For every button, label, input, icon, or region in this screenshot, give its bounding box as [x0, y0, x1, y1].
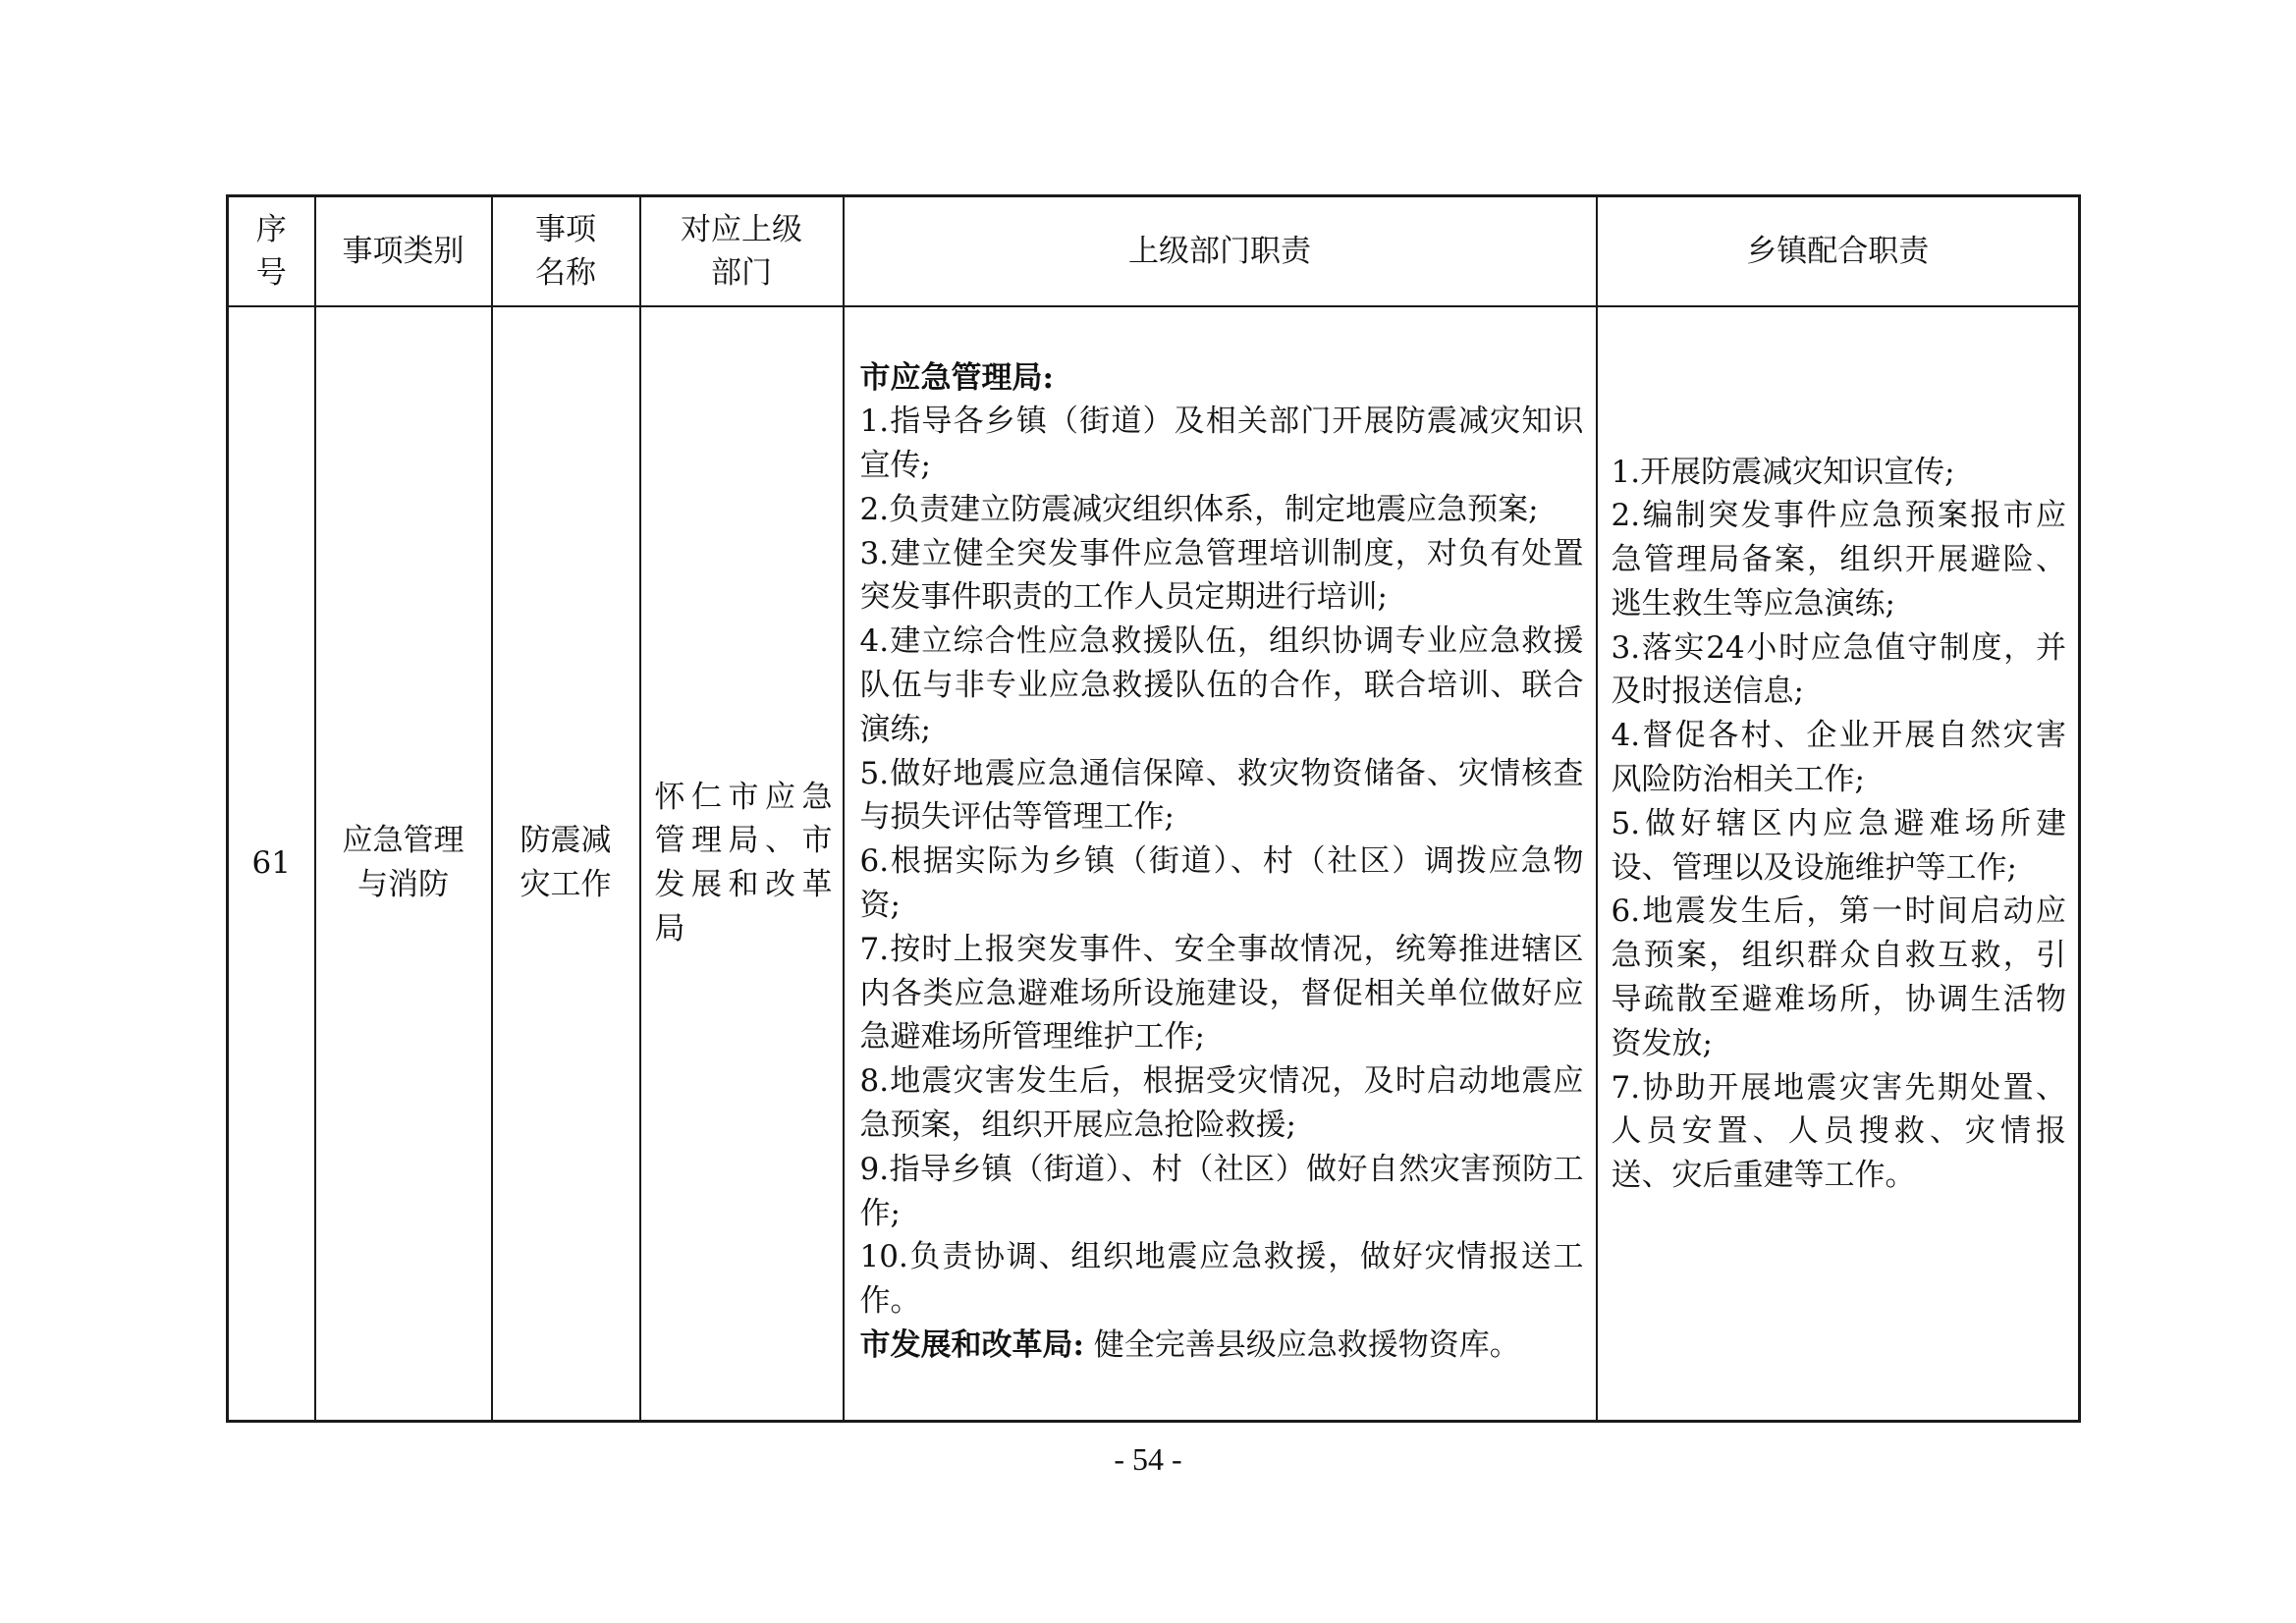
header-upper-department: 对应上级部门 [640, 196, 844, 306]
header-township-duties: 乡镇配合职责 [1597, 196, 2080, 306]
row-township-duties [1597, 306, 2080, 1422]
list-item: 10.负责协调、组织地震应急救援，做好灾情报送工作。 [859, 1239, 1584, 1320]
list-item: 2.负责建立防震减灾组织体系，制定地震应急预案; [859, 491, 1539, 527]
list-item: 4.督促各村、企业开展自然灾害风险防治相关工作; [1611, 718, 2066, 798]
list-item: 5.做好地震应急通信保障、救灾物资储备、灾情核查与损失评估等管理工作; [859, 755, 1584, 836]
list-item: 8.地震灾害发生后，根据受灾情况，及时启动地震应急预案，组织开展应急抢险救援; [859, 1063, 1584, 1144]
list-item: 1.指导各乡镇（街道）及相关部门开展防震减灾知识宣传; [859, 404, 1584, 484]
header-row [228, 196, 2080, 306]
table-header [228, 196, 2080, 306]
list-item: 9.指导乡镇（街道）、村（社区）做好自然灾害预防工作; [859, 1151, 1584, 1231]
list-item: 2.编制突发事件应急预案报市应急管理局备案，组织开展避险、逃生救生等应急演练; [1611, 498, 2066, 622]
responsibility-table [226, 194, 2081, 1423]
table-body [228, 306, 2080, 1422]
list-item: 6.根据实际为乡镇（街道）、村（社区）调拨应急物资; [859, 843, 1584, 924]
header-item-name: 事项名称 [492, 196, 640, 306]
list-item: 7.协助开展地震灾害先期处置、人员安置、人员搜救、灾情报送、灾后重建等工作。 [1611, 1069, 2066, 1194]
header-upper-duties: 上级部门职责 [844, 196, 1597, 306]
emergency-bureau-label: 市应急管理局: [859, 359, 1054, 396]
table-row [228, 306, 2080, 1422]
list-item: 4.建立综合性应急救援队伍，组织协调专业应急救援队伍与非专业应急救援队伍的合作，联合培训、联合演练; [859, 623, 1584, 747]
development-bureau-label: 市发展和改革局: [859, 1327, 1084, 1364]
header-index: 序号 [228, 196, 315, 306]
list-item: 3.建立健全突发事件应急管理培训制度，对负有处置突发事件职责的工作人员定期进行培训; [859, 535, 1584, 616]
list-item: 3.落实24小时应急值守制度，并及时报送信息; [1611, 629, 2066, 710]
list-item: 7.按时上报突发事件、安全事故情况，统筹推进辖区内各类应急避难场所设施建设，督促相关单位做好应急避难场所管理维护工作; [859, 931, 1584, 1055]
row-index: 61 [228, 306, 315, 1422]
row-category: 应急管理与消防 [315, 306, 492, 1422]
header-category: 事项类别 [315, 196, 492, 306]
row-upper-duties [844, 306, 1597, 1422]
page-number: - 54 - [1114, 1441, 1182, 1477]
emergency-bureau-list [860, 400, 1584, 1324]
development-bureau-entry [860, 1324, 1584, 1368]
list-item: 6.地震发生后，第一时间启动应急预案，组织群众自救互救，引导疏散至避难场所，协调生活物资发放; [1611, 893, 2066, 1061]
list-item: 5.做好辖区内应急避难场所建设、管理以及设施维护等工作; [1611, 805, 2066, 886]
row-upper-department: 怀仁市应急管理局、市发展和改革局 [640, 306, 844, 1422]
development-bureau-text: 健全完善县级应急救援物资库。 [1093, 1327, 1520, 1364]
row-item-name: 防震减灾工作 [492, 306, 640, 1422]
list-item: 1.开展防震减灾知识宣传; [1611, 454, 1955, 490]
